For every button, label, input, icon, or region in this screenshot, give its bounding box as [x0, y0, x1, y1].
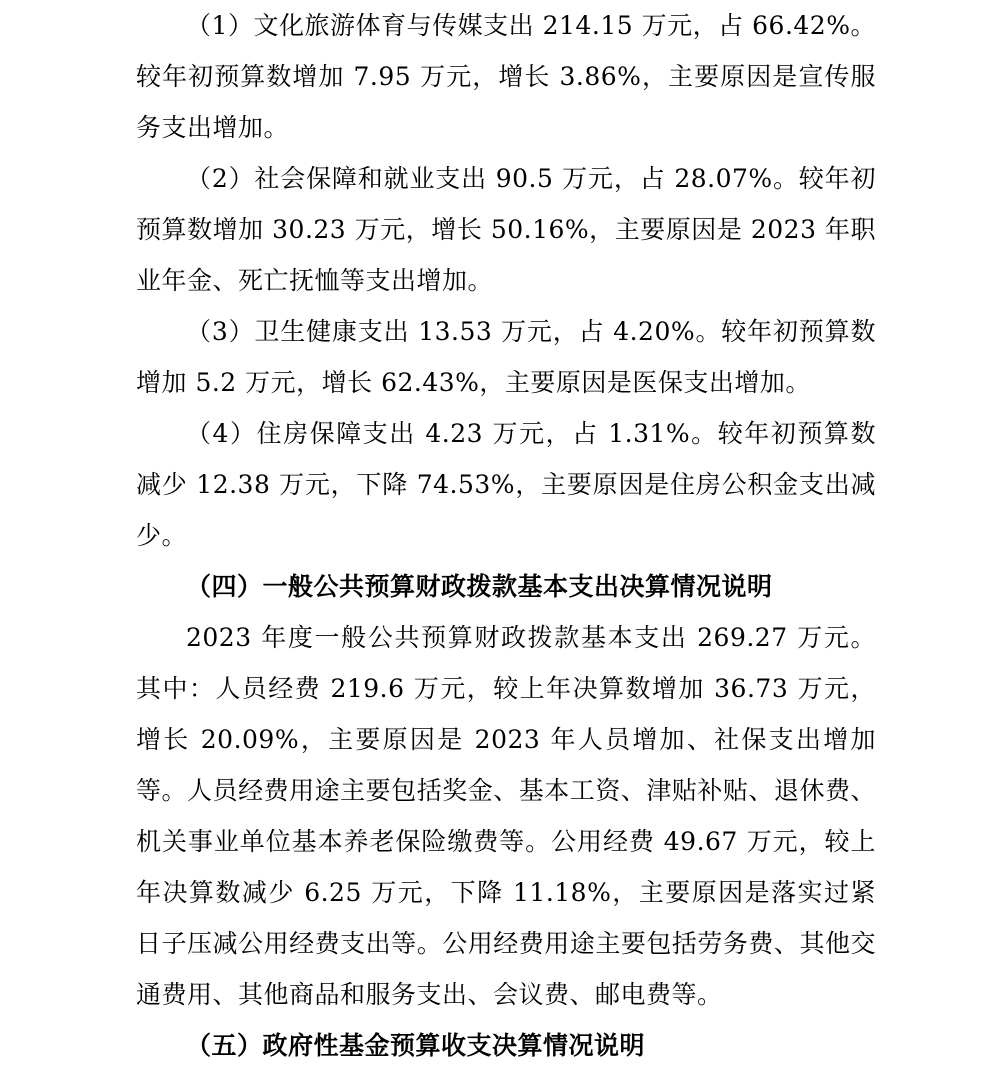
section-heading-government-fund: （五）政府性基金预算收支决算情况说明 [186, 1031, 646, 1060]
document-page [136, 0, 876, 1071]
paragraph-social-security-expense: （2）社会保障和就业支出 90.5 万元，占 28.07%。较年初预算数增加 30.23 万元，增长 50.16%，主要原因是 2023 年职业年金、死亡抚恤等支出增加。 [136, 164, 876, 295]
paragraph-health-expense: （3）卫生健康支出 13.53 万元，占 4.20%。较年初预算数增加 5.2 万元，增长 62.43%，主要原因是医保支出增加。 [136, 317, 876, 397]
section-heading-basic-expense: （四）一般公共预算财政拨款基本支出决算情况说明 [186, 572, 773, 601]
paragraph-housing-expense: （4）住房保障支出 4.23 万元，占 1.31%。较年初预算数减少 12.38 万元，下降 74.53%，主要原因是住房公积金支出减少。 [136, 419, 876, 550]
paragraph-culture-tourism-expense: （1）文化旅游体育与传媒支出 214.15 万元，占 66.42%。较年初预算数增加 7.95 万元，增长 3.86%，主要原因是宣传服务支出增加。 [136, 11, 876, 142]
paragraph-basic-expense-detail: 2023 年度一般公共预算财政拨款基本支出 269.27 万元。其中：人员经费 219.6 万元，较上年决算数增加 36.73 万元，增长 20.09%，主要原因是 2023 年人员增加、社保支出增加等。人员经费用途主要包括奖金、基本工资、津贴补贴、退休费、机关事业单位基本养老保险缴费等。公用经费 49.67 万元，较上年决算数减少 6.25 万元，下降 11.18%，主要原因是落实过紧日子压减公用经费支出等。公用经费用途主要包括劳务费、其他交通费用、其他商品和服务支出、会议费、邮电费等。 [136, 623, 876, 1009]
